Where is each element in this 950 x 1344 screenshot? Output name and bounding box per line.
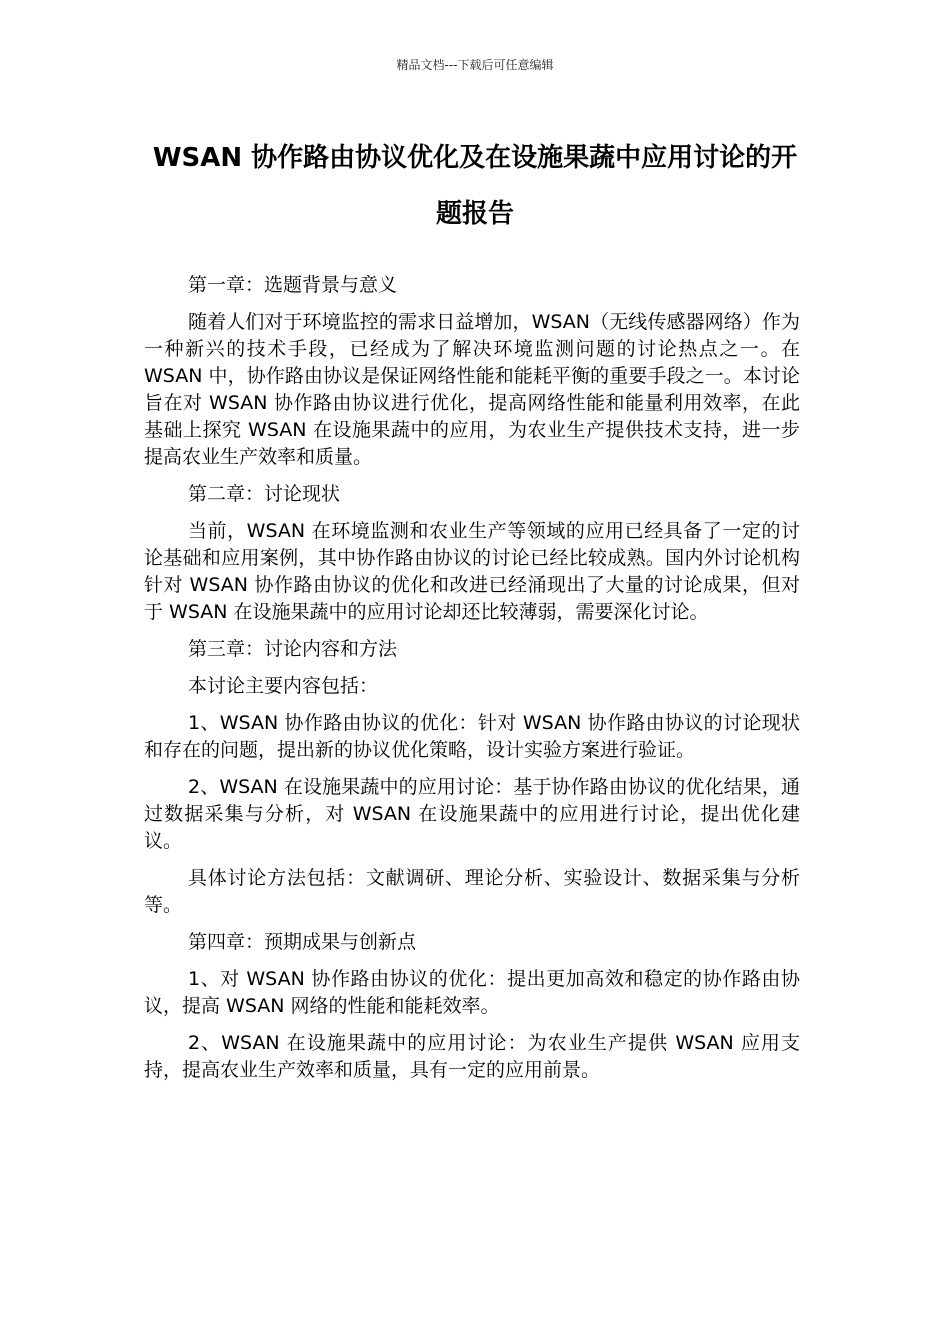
chapter-3-heading: 第三章：讨论内容和方法 bbox=[188, 638, 398, 660]
document-body bbox=[144, 272, 800, 1094]
chapter-4-item-1: 1、对 WSAN 协作路由协议的优化：提出更加高效和稳定的协作路由协议，提高 WSAN 网络的性能和能耗效率。 bbox=[144, 968, 800, 1017]
chapter-4-item-2: 2、WSAN 在设施果蔬中的应用讨论：为农业生产提供 WSAN 应用支持，提高农业生产效率和质量，具有一定的应用前景。 bbox=[144, 1032, 800, 1081]
document-title: WSAN 协作路由协议优化及在设施果蔬中应用讨论的开题报告 bbox=[152, 143, 798, 229]
chapter-3-intro: 本讨论主要内容包括： bbox=[188, 675, 379, 697]
chapter-2-paragraph: 当前，WSAN 在环境监测和农业生产等领域的应用已经具备了一定的讨论基础和应用案例，其中协作路由协议的讨论已经比较成熟。国内外讨论机构针对 WSAN 协作路由协议的优化和改进已经涌现出了大量的讨论成果，但对于 WSAN 在设施果蔬中的应用讨论却还比较薄弱，需要深化讨论。 bbox=[144, 520, 800, 623]
chapter-1-paragraph: 随着人们对于环境监控的需求日益增加，WSAN（无线传感器网络）作为一种新兴的技术手段，已经成为了解决环境监测问题的讨论热点之一。在 WSAN 中，协作路由协议是保证网络性能和能耗平衡的重要手段之一。本讨论旨在对 WSAN 协作路由协议进行优化，提高网络性能和能量利用效率，在此基础上探究 WSAN 在设施果蔬中的应用，为农业生产提供技术支持，进一步提高农业生产效率和质量。 bbox=[144, 311, 800, 468]
chapter-4-heading: 第四章：预期成果与创新点 bbox=[188, 931, 417, 953]
chapter-2-heading: 第二章：讨论现状 bbox=[188, 483, 341, 505]
chapter-3-item-2: 2、WSAN 在设施果蔬中的应用讨论：基于协作路由协议的优化结果，通过数据采集与分析，对 WSAN 在设施果蔬中的应用进行讨论，提出优化建议。 bbox=[144, 776, 800, 852]
header-note: 精品文档---下载后可任意编辑 bbox=[396, 58, 554, 72]
chapter-3-methods: 具体讨论方法包括：文献调研、理论分析、实验设计、数据采集与分析等。 bbox=[144, 867, 800, 916]
chapter-3-item-1: 1、WSAN 协作路由协议的优化：针对 WSAN 协作路由协议的讨论现状和存在的问题，提出新的协议优化策略，设计实验方案进行验证。 bbox=[144, 712, 800, 761]
chapter-1-heading: 第一章：选题背景与意义 bbox=[188, 274, 398, 296]
